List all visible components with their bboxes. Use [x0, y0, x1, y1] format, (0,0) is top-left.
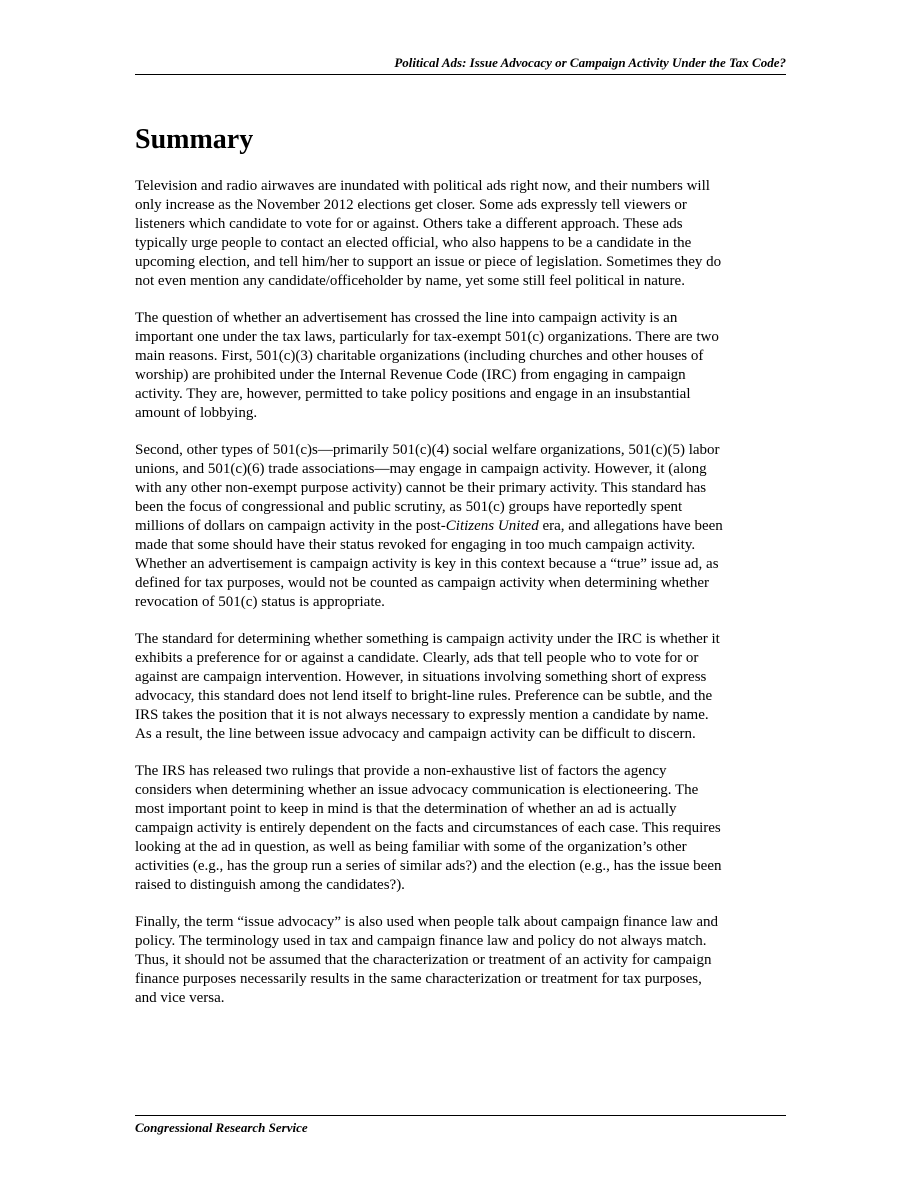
text-line: against are campaign intervention. However, in situations involving something short of express: [135, 669, 707, 685]
text-line: finance purposes necessarily results in the same characterization or treatment for tax purposes,: [135, 971, 702, 987]
text-line-with-italic: [135, 517, 786, 536]
text-line: made that some should have their status revoked for engaging in too much campaign activity.: [135, 537, 696, 553]
text-line: advocacy, this standard does not lend itself to bright-line rules. Preference can be subtle, and the: [135, 688, 713, 704]
paragraph-3: [135, 441, 786, 612]
text-line: exhibits a preference for or against a candidate. Clearly, ads that tell people who to vote for or: [135, 650, 699, 666]
text-line: considers when determining whether an issue advocacy communication is electioneering. The: [135, 782, 699, 798]
paragraph-2: [135, 309, 786, 423]
text-line: raised to distinguish among the candidates?).: [135, 877, 405, 893]
text-line: main reasons. First, 501(c)(3) charitable organizations (including churches and other houses of: [135, 348, 704, 364]
text-line: revocation of 501(c) status is appropriate.: [135, 594, 385, 610]
text-line: Thus, it should not be assumed that the characterization or treatment of an activity for campaign: [135, 952, 712, 968]
text-line: important one under the tax laws, particularly for tax-exempt 501(c) organizations. There are two: [135, 329, 719, 345]
text-line: not even mention any candidate/officeholder by name, yet some still feel political in nature.: [135, 273, 685, 289]
paragraph-4: [135, 630, 786, 744]
text-line: looking at the ad in question, as well as being familiar with some of the organization’s other: [135, 839, 687, 855]
text-line: listeners which candidate to vote for or against. Others take a different approach. These ads: [135, 216, 683, 232]
text-line: IRS takes the position that it is not always necessary to expressly mention a candidate by name.: [135, 707, 709, 723]
text-line: The standard for determining whether something is campaign activity under the IRC is whether it: [135, 631, 720, 647]
text-line: As a result, the line between issue advocacy and campaign activity can be difficult to discern.: [135, 726, 696, 742]
text-line: amount of lobbying.: [135, 405, 258, 421]
footer-rule: [135, 1115, 786, 1116]
text-line: Second, other types of 501(c)s—primarily 501(c)(4) social welfare organizations, 501(c)(5) labor: [135, 442, 720, 458]
text-line: unions, and 501(c)(6) trade associations—may engage in campaign activity. However, it (along: [135, 461, 707, 477]
text-line: activity. They are, however, permitted to take policy positions and engage in an insubstantial: [135, 386, 691, 402]
paragraph-5: [135, 762, 786, 895]
text-line: and vice versa.: [135, 990, 225, 1006]
running-header: Political Ads: Issue Advocacy or Campaign Activity Under the Tax Code?: [394, 55, 786, 70]
page-title: Summary: [135, 124, 254, 155]
text-line: only increase as the November 2012 elections get closer. Some ads expressly tell viewers or: [135, 197, 687, 213]
text-line: Finally, the term “issue advocacy” is also used when people talk about campaign finance law and: [135, 914, 719, 930]
text-line: The question of whether an advertisement has crossed the line into campaign activity is an: [135, 310, 678, 326]
text-line: policy. The terminology used in tax and campaign finance law and policy do not always match.: [135, 933, 707, 949]
running-footer: Congressional Research Service: [135, 1120, 308, 1135]
text-run: era, and allegations have been: [538, 518, 723, 534]
text-line: typically urge people to contact an elected official, who also happens to be a candidate in the: [135, 235, 692, 251]
case-name-italic: Citizens United: [445, 518, 539, 534]
text-line: with any other non-exempt purpose activity) cannot be their primary activity. This standard has: [135, 480, 707, 496]
text-run: millions of dollars on campaign activity in the post-: [135, 518, 446, 534]
text-line: worship) are prohibited under the Internal Revenue Code (IRC) from engaging in campaign: [135, 367, 686, 383]
text-line: The IRS has released two rulings that provide a non-exhaustive list of factors the agency: [135, 763, 667, 779]
text-line: campaign activity is entirely dependent on the facts and circumstances of each case. This requires: [135, 820, 721, 836]
text-line: upcoming election, and tell him/her to support an issue or piece of legislation. Sometimes they do: [135, 254, 722, 270]
paragraph-1: [135, 177, 786, 291]
paragraph-6: [135, 913, 786, 1008]
header-rule: [135, 74, 786, 75]
text-line: activities (e.g., has the group run a series of similar ads?) and the election (e.g., has the issue been: [135, 858, 722, 874]
text-line: been the focus of congressional and public scrutiny, as 501(c) groups have reportedly spent: [135, 499, 683, 515]
summary-body: [135, 177, 786, 1026]
text-line: most important point to keep in mind is that the determination of whether an ad is actually: [135, 801, 677, 817]
text-line: Television and radio airwaves are inundated with political ads right now, and their numbers will: [135, 178, 710, 194]
text-line: defined for tax purposes, would not be counted as campaign activity when determining whether: [135, 575, 709, 591]
text-line: Whether an advertisement is campaign activity is key in this context because a “true” issue ad, as: [135, 556, 719, 572]
